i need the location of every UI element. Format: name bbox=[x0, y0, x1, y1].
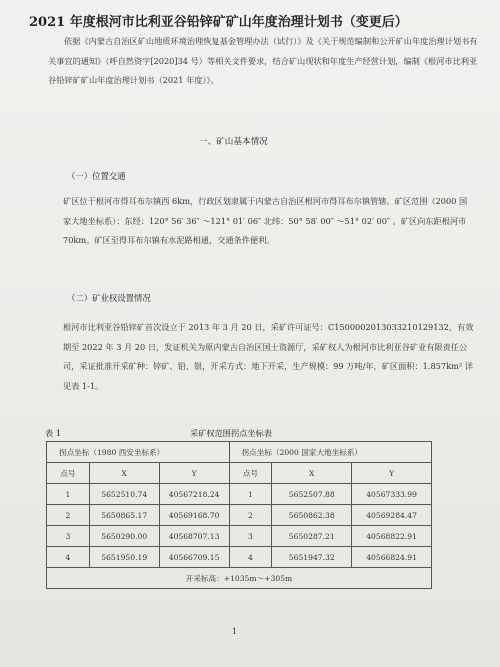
document-title: 2021 年度根河市比利亚谷铅锌矿矿山年度治理计划书（变更后） bbox=[29, 15, 408, 30]
column-header-y: Y bbox=[352, 463, 432, 484]
point-cell: 1 bbox=[229, 484, 272, 505]
point-cell: 3 bbox=[47, 526, 90, 547]
column-header-point: 点号 bbox=[47, 463, 90, 484]
table-caption: 采矿权范围拐点坐标表 bbox=[190, 428, 272, 438]
elevation-range: 开采标高：+1035m～+305m bbox=[47, 568, 432, 589]
table-row bbox=[47, 526, 432, 547]
table-footer-row bbox=[47, 568, 432, 589]
table-label: 表 1 bbox=[45, 428, 61, 438]
y-cell: 40567333.99 bbox=[352, 484, 432, 505]
mining-rights-paragraph: 根河市比利亚谷铅锌矿首次设立于 2013 年 3 月 20 日，采矿许可证号：C1500002013033210129132，有效期至 2022 年 3 月 20 日，发证机关为原内蒙古自治区国土资源厅，采矿权人为根河市比利亚谷矿业有限责任公司，采证批准开采矿种：锌矿、铅、银，开采方式：地下开采，生产规模：99 万吨/年，矿区面积：1.857km² 详见表 1-1。 bbox=[63, 322, 474, 391]
group-header-2000: 拐点坐标（2000 国家大地坐标系） bbox=[229, 442, 431, 463]
coordinate-table bbox=[46, 441, 432, 589]
intro-paragraph: 依据《内蒙古自治区矿山地质环境治理恢复基金管理办法（试行）》及《关于规范编制和公开矿山年度治理计划书有关事宜的通知》（呼自然资字[2020]34 号）等相关文件要求，结合矿山现状和年度生产经营计划，编制《根河市比利亚谷铅锌矿矿山年度治理计划书（2021 年度）》。 bbox=[48, 36, 478, 85]
x-cell: 5652510.74 bbox=[89, 484, 159, 505]
x-cell: 5650290.00 bbox=[89, 526, 159, 547]
y-cell: 40569284.47 bbox=[352, 505, 432, 526]
point-cell: 4 bbox=[47, 547, 90, 568]
x-cell: 5651950.19 bbox=[89, 547, 159, 568]
table-row bbox=[47, 505, 432, 526]
location-paragraph: 矿区位于根河市得耳布尔镇西 6km，行政区划隶属于内蒙古自治区根河市得耳布尔镇管辖。矿区范围（2000 国家大地坐标系）：东经：120° 56′ 36″ ～121° 01′ 06″ 北纬：50° 58′ 00″ ～51° 02′ 00″ 。矿区向东距根河市 70km。矿区至得耳布尔镇有水泥路相通，交通条件便利。 bbox=[63, 196, 468, 245]
table-row bbox=[47, 484, 432, 505]
page-number: 1 bbox=[232, 627, 238, 636]
point-cell: 4 bbox=[229, 547, 272, 568]
y-cell: 40568822.91 bbox=[352, 526, 432, 547]
y-cell: 40567218.24 bbox=[159, 484, 229, 505]
table-group-header-row bbox=[47, 442, 432, 463]
subheading-mining-rights: （二）矿业权设置情况 bbox=[67, 293, 151, 303]
y-cell: 40566824.91 bbox=[352, 547, 432, 568]
x-cell: 5652507.88 bbox=[272, 484, 352, 505]
table-row bbox=[47, 547, 432, 568]
x-cell: 5650862.38 bbox=[272, 505, 352, 526]
x-cell: 5651947.32 bbox=[272, 547, 352, 568]
column-header-x: X bbox=[89, 463, 159, 484]
group-header-1980: 拐点坐标（1980 西安坐标系） bbox=[47, 442, 230, 463]
column-header-x: X bbox=[272, 463, 352, 484]
x-cell: 5650287.21 bbox=[272, 526, 352, 547]
point-cell: 1 bbox=[47, 484, 90, 505]
point-cell: 3 bbox=[229, 526, 272, 547]
y-cell: 40566709.15 bbox=[159, 547, 229, 568]
column-header-point: 点号 bbox=[229, 463, 272, 484]
table-column-header-row bbox=[47, 463, 432, 484]
point-cell: 2 bbox=[47, 505, 90, 526]
section-heading: 一、矿山基本情况 bbox=[199, 137, 268, 147]
y-cell: 40568707.13 bbox=[159, 526, 229, 547]
point-cell: 2 bbox=[229, 505, 272, 526]
x-cell: 5650865.17 bbox=[89, 505, 159, 526]
column-header-y: Y bbox=[159, 463, 229, 484]
subheading-location: （一）位置交通 bbox=[67, 171, 126, 181]
y-cell: 40569168.70 bbox=[159, 505, 229, 526]
